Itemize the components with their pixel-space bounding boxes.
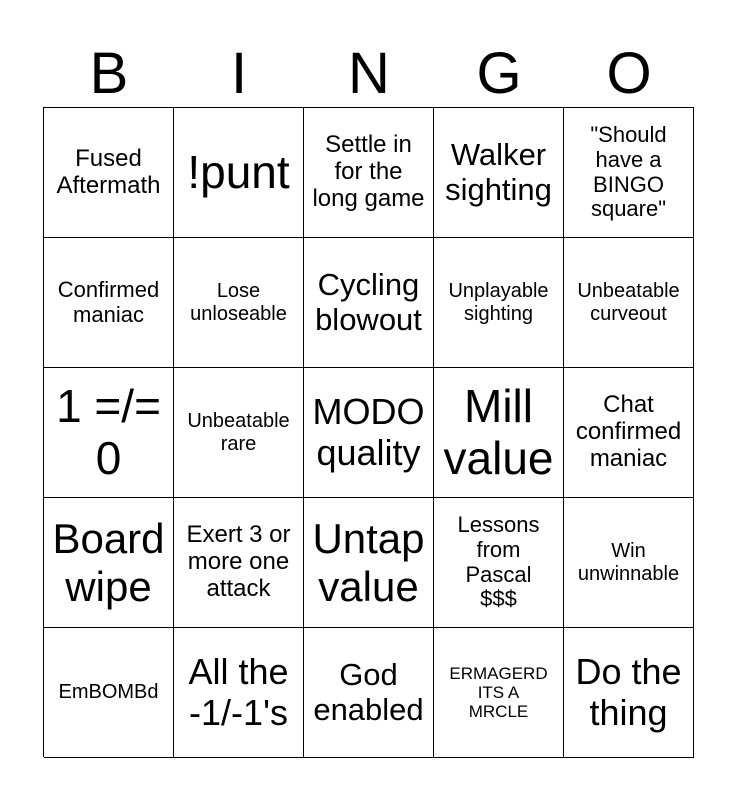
bingo-cell[interactable] [174, 238, 304, 368]
bingo-cell[interactable] [44, 498, 174, 628]
cell-text: Exert 3 or more one attack [186, 521, 291, 602]
bingo-cell[interactable] [434, 498, 564, 628]
header-letter-i: I [230, 41, 248, 106]
bingo-header [44, 40, 694, 108]
bingo-cell[interactable] [174, 498, 304, 628]
bingo-cell[interactable] [434, 368, 564, 498]
cell-text: Chat confirmed maniac [575, 391, 682, 472]
cell-text: All the -1/-1's [188, 651, 289, 733]
cell-text: Win unwinnable [577, 540, 680, 585]
bingo-cell[interactable] [304, 238, 434, 368]
cell-text: Unplayable sighting [448, 280, 549, 325]
cell-text: ERMAGERD ITS A MRCLE [449, 663, 548, 722]
bingo-cell[interactable] [564, 498, 694, 628]
cell-text: Fused Aftermath [56, 144, 161, 199]
header-letter-b: B [89, 41, 129, 106]
cell-text: God enabled [313, 656, 424, 727]
bingo-cell[interactable] [564, 368, 694, 498]
bingo-cell[interactable] [44, 368, 174, 498]
bingo-cell[interactable] [174, 108, 304, 238]
cell-text: 1 =/= 0 [56, 379, 161, 484]
bingo-cell[interactable] [44, 238, 174, 368]
bingo-cell[interactable] [44, 108, 174, 238]
header-letter-g: G [476, 41, 522, 106]
bingo-cell[interactable] [174, 368, 304, 498]
cell-text: Confirmed maniac [57, 276, 160, 327]
bingo-board [43, 107, 694, 757]
cell-text: EmBOMBd [58, 681, 159, 704]
cell-text: !punt [187, 145, 290, 198]
bingo-cell[interactable] [434, 238, 564, 368]
cell-text: Lessons from Pascal $$$ [457, 512, 540, 612]
cell-text: Untap value [312, 515, 425, 610]
bingo-cell[interactable] [304, 498, 434, 628]
bingo-cell[interactable] [304, 368, 434, 498]
cell-text: MODO quality [312, 391, 425, 473]
header-letter-o: O [606, 41, 652, 106]
cell-text: Lose unloseable [190, 280, 287, 325]
bingo-cell[interactable] [434, 108, 564, 238]
bingo-cell[interactable] [44, 628, 174, 758]
cell-text: Mill value [443, 379, 554, 484]
bingo-cell[interactable] [434, 628, 564, 758]
cell-text: Cycling blowout [315, 266, 422, 337]
cell-text: Settle in for the long game [312, 131, 425, 212]
bingo-cell[interactable] [564, 628, 694, 758]
header-letter-n: N [348, 41, 390, 106]
cell-text: "Should have a BINGO square" [590, 122, 667, 222]
bingo-cell[interactable] [564, 108, 694, 238]
cell-text: Unbeatable rare [187, 410, 290, 455]
bingo-cell[interactable] [564, 238, 694, 368]
cell-text: Unbeatable curveout [577, 280, 680, 325]
cell-text: Board wipe [52, 515, 165, 610]
bingo-cell[interactable] [304, 628, 434, 758]
bingo-cell[interactable] [174, 628, 304, 758]
cell-text: Walker sighting [445, 136, 552, 207]
bingo-cell[interactable] [304, 108, 434, 238]
cell-text: Do the thing [575, 651, 682, 733]
